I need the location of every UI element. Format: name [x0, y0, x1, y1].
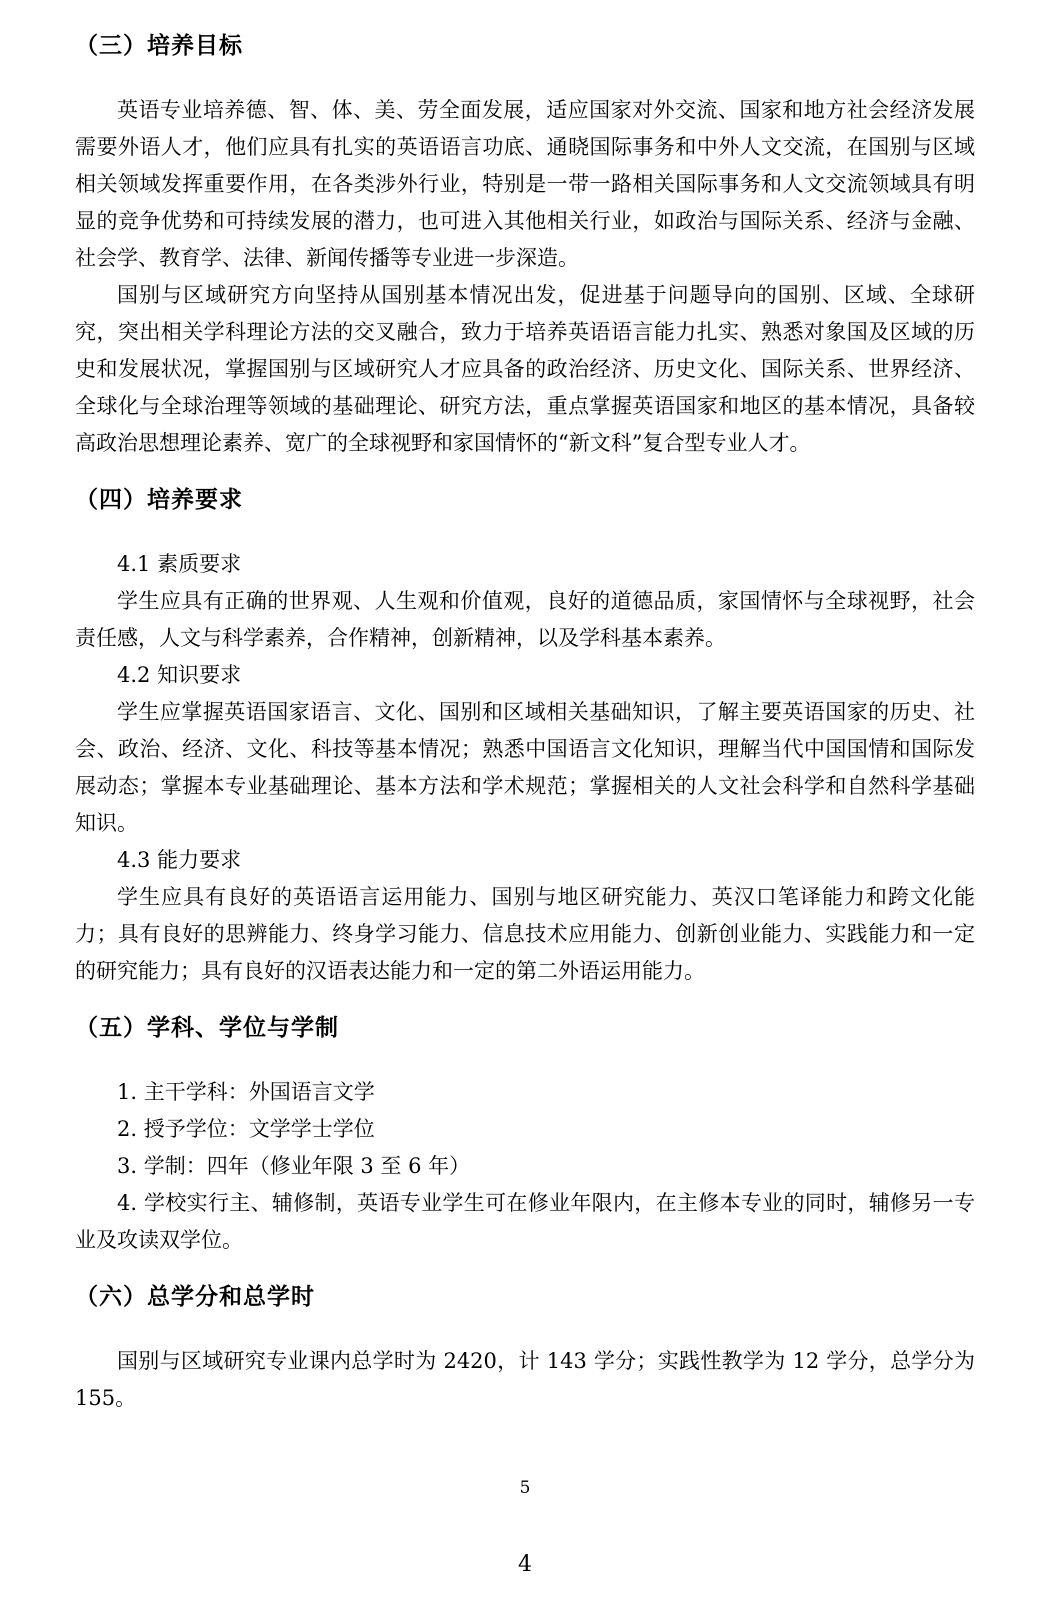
section-heading-training-requirements: （四）培养要求: [75, 487, 243, 513]
paragraph: 学生应具有良好的英语语言运用能力、国别与地区研究能力、英汉口笔译能力和跨文化能力；具有良好的思辨能力、终身学习能力、信息技术应用能力、创新创业能力、实践能力和一定的研究能力；具有良好的汉语表达能力和一定的第二外语运用能力。: [75, 885, 975, 983]
page-number: 4: [518, 1552, 532, 1577]
section-heading-training-objectives: （三）培养目标: [75, 33, 243, 59]
inner-page-number: 5: [519, 1478, 531, 1498]
subsection-title: 4.2 知识要求: [117, 663, 242, 687]
subsection-title: 4.3 能力要求: [117, 848, 242, 872]
list-item: 2. 授予学位：文学学士学位: [117, 1117, 375, 1141]
paragraph: 学生应具有正确的世界观、人生观和价值观，良好的道德品质，家国情怀与全球视野，社会责任感，人文与科学素养，合作精神，创新精神，以及学科基本素养。: [75, 589, 975, 650]
paragraph: 英语专业培养德、智、体、美、劳全面发展，适应国家对外交流、国家和地方社会经济发展需要外语人才，他们应具有扎实的英语语言功底、通晓国际事务和中外人文交流，在国别与区域相关领域发挥重要作用，在各类涉外行业，特别是一带一路相关国际事务和人文交流领域具有明显的竞争优势和可持续发展的潜力，也可进入其他相关行业，如政治与国际关系、经济与金融、社会学、教育学、法律、新闻传播等专业进一步深造。: [75, 98, 975, 270]
list-item: 3. 学制：四年（修业年限 3 至 6 年）: [117, 1154, 471, 1178]
paragraph: 国别与区域研究专业课内总学时为 2420，计 143 学分；实践性教学为 12 学分，总学分为 155。: [75, 1349, 975, 1410]
paragraph: 学生应掌握英语国家语言、文化、国别和区域相关基础知识，了解主要英语国家的历史、社会、政治、经济、文化、科技等基本情况；熟悉中国语言文化知识，理解当代中国国情和国际发展动态；掌握本专业基础理论、基本方法和学术规范；掌握相关的人文社会科学和自然科学基础知识。: [75, 700, 975, 835]
paragraph: 国别与区域研究方向坚持从国别基本情况出发，促进基于问题导向的国别、区域、全球研究，突出相关学科理论方法的交叉融合，致力于培养英语语言能力扎实、熟悉对象国及区域的历史和发展状况，掌握国别与区域研究人才应具备的政治经济、历史文化、国际关系、世界经济、全球化与全球治理等领域的基础理论、研究方法，重点掌握英语国家和地区的基本情况，具备较高政治思想理论素养、宽广的全球视野和家国情怀的“新文科”复合型专业人才。: [75, 283, 975, 455]
subsection-title: 4.1 素质要求: [117, 552, 242, 576]
section-heading-total-credits-hours: （六）总学分和总学时: [75, 1284, 315, 1310]
section-heading-discipline-degree-duration: （五）学科、学位与学制: [75, 1015, 339, 1041]
list-item: 4. 学校实行主、辅修制，英语专业学生可在修业年限内，在主修本专业的同时，辅修另一专业及攻读双学位。: [75, 1191, 975, 1252]
list-item: 1. 主干学科：外国语言文学: [117, 1080, 375, 1104]
